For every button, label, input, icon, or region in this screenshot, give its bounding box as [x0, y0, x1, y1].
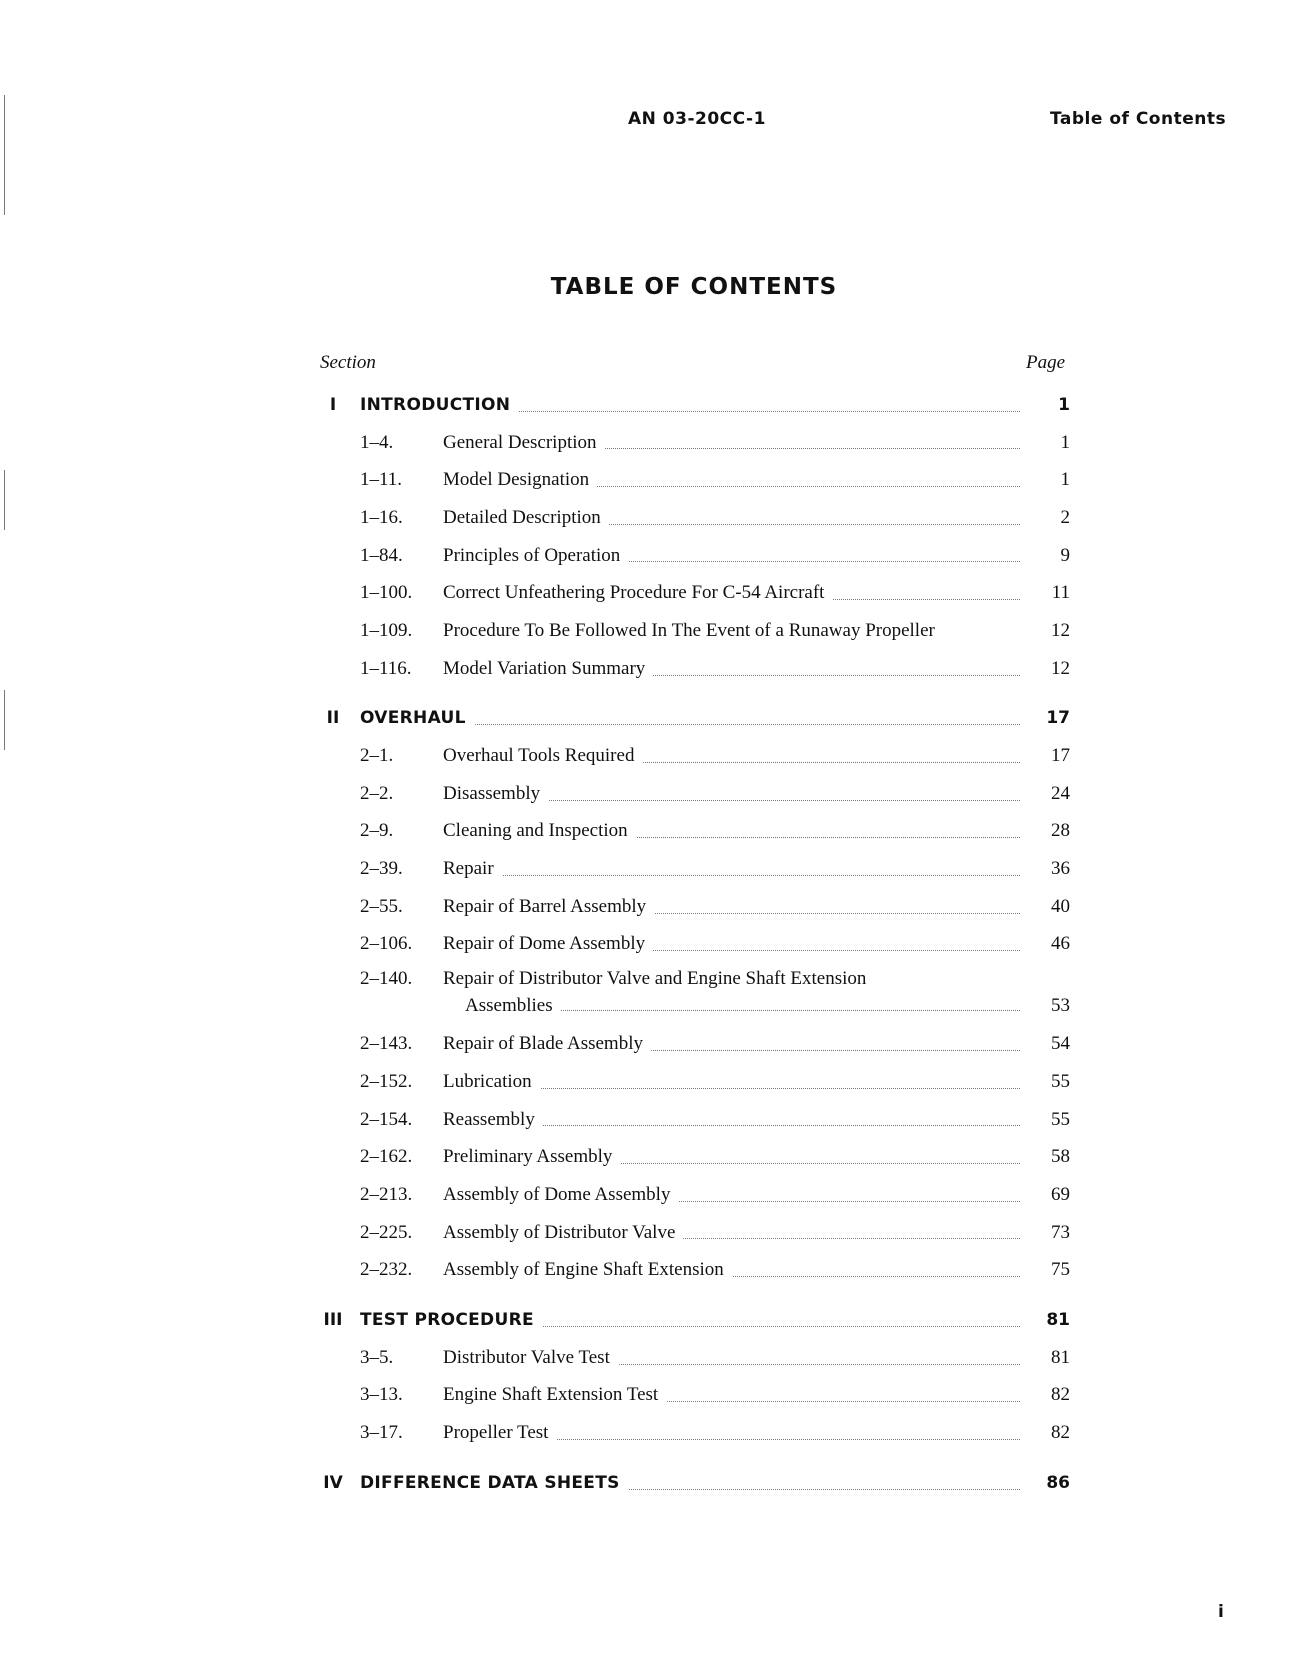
- page-number: 17: [1046, 708, 1070, 729]
- toc-entry-row[interactable]: [318, 1138, 1070, 1176]
- entry-number: 2–1.: [360, 745, 394, 767]
- entry-title: Principles of Operation: [443, 545, 628, 567]
- entry-title: Model Designation: [443, 469, 597, 491]
- entry-number: 2–152.: [360, 1070, 413, 1092]
- scan-margin-mark: [4, 470, 5, 530]
- dot-leader: [443, 875, 1020, 876]
- table-of-contents: [318, 386, 1070, 1502]
- entry-number: 2–55.: [360, 895, 403, 917]
- toc-entry-row[interactable]: [318, 1214, 1070, 1252]
- entry-number: 1–4.: [360, 431, 394, 453]
- page-number: 75: [1051, 1259, 1070, 1281]
- page-number: 46: [1051, 933, 1070, 955]
- toc-section-row[interactable]: [318, 386, 1070, 424]
- page-number: 82: [1051, 1422, 1070, 1444]
- entry-title: Correct Unfeathering Procedure For C-54 Aircraft: [443, 582, 832, 604]
- page-number: 58: [1051, 1146, 1070, 1168]
- section-title: INTRODUCTION: [360, 395, 518, 415]
- toc-entry-row[interactable]: [318, 775, 1070, 813]
- toc-section-row[interactable]: [318, 1464, 1070, 1502]
- entry-number: 3–17.: [360, 1422, 403, 1444]
- toc-entry-row[interactable]: [318, 1101, 1070, 1139]
- entry-number: 2–2.: [360, 782, 394, 804]
- toc-entry-row[interactable]: [318, 499, 1070, 537]
- entry-number: 2–154.: [360, 1108, 413, 1130]
- entry-title: Overhaul Tools Required: [443, 745, 642, 767]
- section-title: TEST PROCEDURE: [360, 1310, 542, 1330]
- page-number: 24: [1051, 782, 1070, 804]
- entry-title: Repair of Distributor Valve and Engine Shaft Extension: [443, 968, 867, 990]
- page-number: 1: [1060, 469, 1070, 491]
- page-title: TABLE OF CONTENTS: [550, 274, 838, 300]
- entry-title: Assembly of Dome Assembly: [443, 1184, 678, 1206]
- section-title: OVERHAUL: [360, 708, 474, 728]
- entry-title: Procedure To Be Followed In The Event of a Runaway Propeller: [443, 620, 943, 642]
- toc-entry-row[interactable]: [318, 612, 1070, 650]
- entry-number: 2–213.: [360, 1183, 413, 1205]
- entry-title: Propeller Test: [443, 1422, 556, 1444]
- entry-title-continuation: Assemblies: [465, 995, 561, 1017]
- page-number: 73: [1051, 1221, 1070, 1243]
- entry-number: 2–39.: [360, 858, 403, 880]
- toc-entry-row[interactable]: [318, 737, 1070, 775]
- entry-number: 2–9.: [360, 820, 394, 842]
- toc-entry-row[interactable]: [318, 850, 1070, 888]
- entry-number: 2–143.: [360, 1033, 413, 1055]
- section-title: DIFFERENCE DATA SHEETS: [360, 1473, 628, 1493]
- toc-entry-row[interactable]: [318, 574, 1070, 612]
- page-number: 40: [1051, 895, 1070, 917]
- page-number: 55: [1051, 1070, 1070, 1092]
- toc-entry-row[interactable]: [318, 888, 1070, 926]
- entry-title: Assembly of Distributor Valve: [443, 1222, 683, 1244]
- page-number: 11: [1051, 582, 1070, 604]
- entry-title: Disassembly: [443, 783, 548, 805]
- page-number: 53: [1051, 995, 1070, 1017]
- entry-number: 3–5.: [360, 1346, 394, 1368]
- page-number: 12: [1051, 657, 1070, 679]
- scan-margin-mark: [4, 95, 5, 215]
- toc-entry-row[interactable]: [318, 1251, 1070, 1289]
- entry-title: Repair of Barrel Assembly: [443, 896, 654, 918]
- page-number: 81: [1046, 1309, 1070, 1330]
- toc-entry-row[interactable]: [318, 1176, 1070, 1214]
- page-number: 17: [1051, 745, 1070, 767]
- column-header-section: Section: [320, 352, 376, 373]
- section-numeral: II: [326, 708, 340, 729]
- toc-entry-row[interactable]: [318, 1414, 1070, 1452]
- toc-entry-row[interactable]: [318, 926, 1070, 964]
- entry-title: Engine Shaft Extension Test: [443, 1384, 666, 1406]
- entry-number: 2–232.: [360, 1259, 413, 1281]
- entry-number: 2–225.: [360, 1221, 413, 1243]
- page-folio: i: [1218, 1602, 1224, 1622]
- page-number: 9: [1060, 544, 1070, 566]
- entry-number: 3–13.: [360, 1384, 403, 1406]
- page-number: 82: [1051, 1384, 1070, 1406]
- entry-title: Preliminary Assembly: [443, 1146, 620, 1168]
- entry-title: Model Variation Summary: [443, 658, 653, 680]
- entry-title: Repair: [443, 858, 502, 880]
- toc-entry-row[interactable]: [318, 963, 1070, 1025]
- entry-number: 1–11.: [360, 469, 403, 491]
- toc-entry-row[interactable]: [318, 1063, 1070, 1101]
- page-number: 36: [1051, 858, 1070, 880]
- entry-number: 2–162.: [360, 1146, 413, 1168]
- entry-title: Cleaning and Inspection: [443, 820, 636, 842]
- toc-entry-row[interactable]: [318, 813, 1070, 851]
- entry-title: Detailed Description: [443, 507, 609, 529]
- page-number: 54: [1051, 1033, 1070, 1055]
- entry-number: 1–84.: [360, 544, 403, 566]
- toc-entry-row[interactable]: [318, 1377, 1070, 1415]
- toc-section-row[interactable]: [318, 1301, 1070, 1339]
- section-numeral: IV: [323, 1472, 343, 1493]
- toc-entry-row[interactable]: [318, 650, 1070, 688]
- entry-title: Assembly of Engine Shaft Extension: [443, 1259, 732, 1281]
- entry-title: Reassembly: [443, 1109, 543, 1131]
- section-numeral: III: [323, 1309, 343, 1330]
- page-number: 12: [1051, 619, 1070, 641]
- column-header-page: Page: [1026, 352, 1066, 373]
- entry-title: Lubrication: [443, 1071, 540, 1093]
- page-number: 1: [1060, 431, 1070, 453]
- running-title: Table of Contents: [1050, 109, 1227, 129]
- entry-title: Repair of Dome Assembly: [443, 933, 653, 955]
- toc-section-row[interactable]: [318, 700, 1070, 738]
- toc-entry-row[interactable]: [318, 1025, 1070, 1063]
- toc-entry-row[interactable]: [318, 424, 1070, 462]
- entry-title: General Description: [443, 432, 605, 454]
- page-number: 2: [1060, 506, 1070, 528]
- scan-margin-mark: [4, 690, 5, 750]
- document-number: AN 03-20CC-1: [628, 109, 766, 129]
- toc-entry-row[interactable]: [318, 537, 1070, 575]
- entry-number: 1–16.: [360, 506, 403, 528]
- page-number: 1: [1058, 394, 1070, 415]
- page-number: 86: [1046, 1472, 1070, 1493]
- page-number: 28: [1051, 820, 1070, 842]
- toc-entry-row[interactable]: [318, 461, 1070, 499]
- page-number: 69: [1051, 1183, 1070, 1205]
- page-number: 55: [1051, 1108, 1070, 1130]
- entry-number: 1–100.: [360, 582, 413, 604]
- section-numeral: I: [329, 394, 337, 415]
- entry-title: Repair of Blade Assembly: [443, 1033, 651, 1055]
- entry-number: 1–116.: [360, 657, 412, 679]
- entry-number: 1–109.: [360, 619, 413, 641]
- page-number: 81: [1051, 1346, 1070, 1368]
- toc-entry-row[interactable]: [318, 1339, 1070, 1377]
- entry-number: 2–140.: [360, 968, 413, 990]
- entry-number: 2–106.: [360, 933, 413, 955]
- entry-title: Distributor Valve Test: [443, 1347, 618, 1369]
